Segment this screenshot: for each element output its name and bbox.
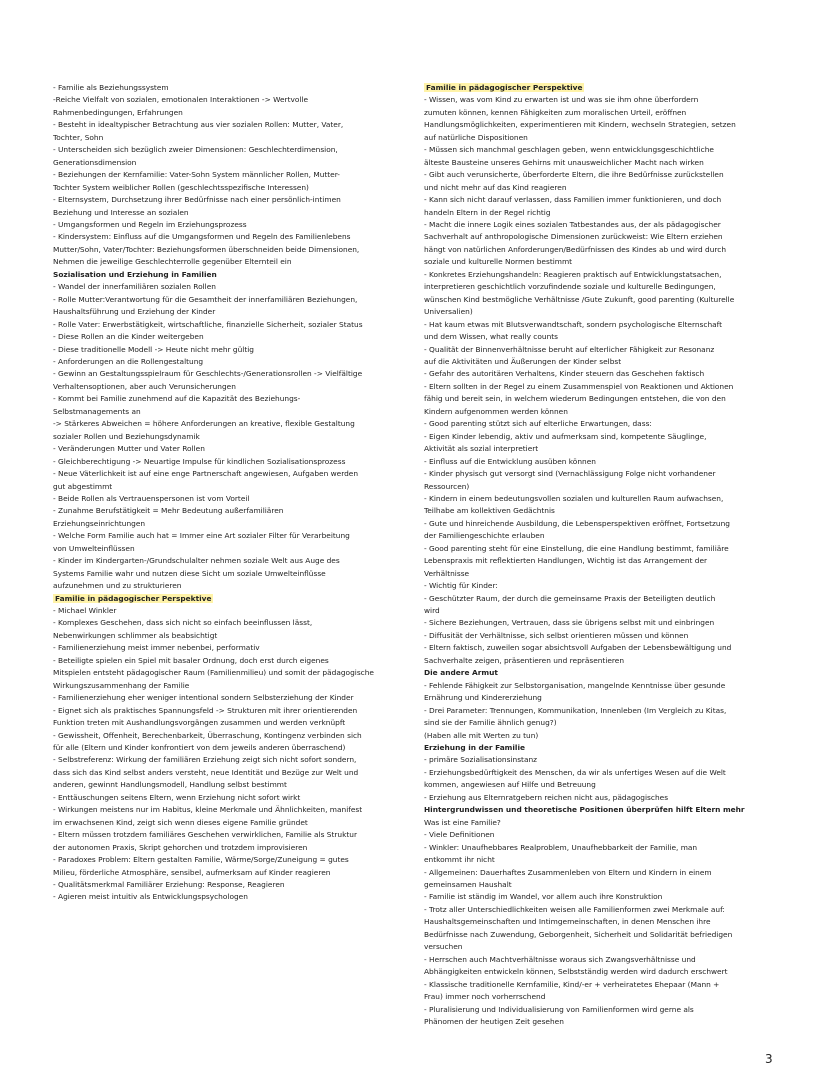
- text-line: - Diese Rollen an die Kinder weitergeben: [53, 332, 204, 342]
- text-line: - Viele Definitionen: [424, 830, 495, 840]
- text-line: - Enttäuschungen seitens Eltern, wenn Erziehung nicht sofort wirkt: [53, 792, 301, 802]
- text-line: - Umgangsformen und Regeln im Erziehungsprozess: [53, 219, 247, 229]
- text-line: - Kinder physisch gut versorgt sind (Vernachlässigung Folge nicht vorhandener: [424, 469, 716, 479]
- text-line: - Beziehungen der Kernfamilie: Vater-Sohn System männlicher Rollen, Mutter-: [53, 170, 340, 180]
- text-line: - Familienerziehung meist immer nebenbei, performativ: [53, 643, 260, 653]
- text-line: - Wirkungen meistens nur im Habitus, kleine Merkmale und Ähnlichkeiten, manifest: [53, 805, 363, 815]
- text-line: - Eltern sollten in der Regel zu einem Zusammenspiel von Reaktionen und Aktionen: [424, 381, 734, 391]
- text-line: Die andere Armut: [424, 668, 498, 678]
- text-line: Frau) immer noch vorherrschend: [424, 992, 546, 1002]
- text-line: - Qualität der Binnenverhältnisse beruht auf elterlicher Fähigkeit zur Resonanz: [424, 344, 715, 354]
- text-line: - Konkretes Erziehungshandeln: Reagieren praktisch auf Entwicklungstatsachen,: [424, 269, 722, 279]
- text-line: - Hat kaum etwas mit Blutsverwandtschaft, sondern psychologische Elternschaft: [424, 319, 723, 329]
- text-line: Systems Familie wahr und nutzen diese Sicht um soziale Umwelteinflüsse: [53, 568, 326, 578]
- text-line: der autonomen Praxis, Skript gehorchen und trotzdem improvisieren: [53, 842, 308, 852]
- text-line: der Familiengeschichte erlauben: [424, 531, 545, 541]
- text-line: - Anforderungen an die Rollengestaltung: [53, 356, 204, 366]
- text-line: - Drei Parameter: Trennungen, Kommunikation, Innenleben (Im Vergleich zu Kitas,: [424, 705, 727, 715]
- text-line: - Wichtig für Kinder:: [424, 581, 498, 591]
- text-line: Selbstmanagements an: [53, 406, 141, 416]
- text-line: - Agieren meist intuitiv als Entwicklungspsychologen: [53, 892, 248, 902]
- text-line: Abhängigkeiten entwickeln können, Selbstständig werden wird dadurch erschwert: [424, 967, 728, 977]
- text-line: älteste Bausteine unseres Gehirns mit unausweichlicher Macht nach wirken: [424, 157, 704, 167]
- text-line: - Macht die innere Logik eines sozialen Tatbestandes aus, der als pädagogischer: [424, 219, 721, 229]
- text-line: - Geschützter Raum, der durch die gemeinsame Praxis der Beteiligten deutlich: [424, 593, 716, 603]
- text-line: kommen, angewiesen auf Hilfe und Betreuung: [424, 780, 596, 790]
- text-line: - Rolle Mutter:Verantwortung für die Gesamtheit der innerfamiliären Beziehungen,: [53, 294, 358, 304]
- text-line: - Erziehungsbedürftigkeit des Menschen, da wir als unfertiges Wesen auf die Welt: [424, 767, 726, 777]
- text-line: Lebenspraxis mit reflektierten Handlungen, Wichtig ist das Arrangement der: [424, 556, 708, 566]
- text-line: Sachverhalte zeigen, präsentieren und repräsentieren: [424, 655, 625, 665]
- text-line: - Familienerziehung eher weniger intentional sondern Selbsterziehung der Kinder: [53, 693, 354, 703]
- text-line: auf natürliche Dispositionen: [424, 132, 528, 142]
- text-line: - Winkler: Unaufhebbares Realproblem, Unaufhebbarkeit der Familie, man: [424, 842, 698, 852]
- text-line: für alle (Eltern und Kinder konfrontiert von dem jeweils anderen überraschend): [53, 743, 346, 753]
- text-line: Milieu, förderliche Atmosphäre, sensibel, aufmerksam auf Kinder reagieren: [53, 867, 331, 877]
- text-line: - Eltern faktisch, zuweilen sogar absichtsvoll Aufgaben der Lebensbewältigung und: [424, 643, 732, 653]
- text-line: - Fehlende Fähigkeit zur Selbstorganisation, mangelnde Kenntnisse über gesunde: [424, 680, 726, 690]
- text-line: - Einfluss auf die Entwicklung ausüben können: [424, 456, 596, 466]
- text-line: Wirkungszusammenhang der Familie: [53, 680, 190, 690]
- text-line: - Zunahme Berufstätigkeit = Mehr Bedeutung außerfamiliären: [53, 506, 284, 516]
- text-line: aufzunehmen und zu strukturieren: [53, 581, 182, 591]
- text-line: - Beteiligte spielen ein Spiel mit basaler Ordnung, doch erst durch eigenes: [53, 655, 329, 665]
- text-line: versuchen: [424, 942, 463, 952]
- text-line: - Pluralisierung und Individualisierung von Familienformen wird gerne als: [424, 1004, 694, 1014]
- text-line: zumuten können, kennen Fähigkeiten zum moralischen Urteil, eröffnen: [424, 107, 687, 117]
- text-line: - Familie als Beziehungssystem: [53, 83, 169, 92]
- right-column: [424, 82, 770, 1028]
- text-line: sind sie der Familie ähnlich genug?): [424, 718, 557, 728]
- text-line: - primäre Sozialisationsinstanz: [424, 755, 538, 765]
- text-line: - Allgemeinen: Dauerhaftes Zusammenleben von Eltern und Kindern in einem: [424, 867, 712, 877]
- text-line: - Erziehung aus Elternratgebern reichen nicht aus, pädagogisches: [424, 792, 669, 802]
- text-line: - Eigen Kinder lebendig, aktiv und aufmerksam sind, kompetente Säuglinge,: [424, 431, 707, 441]
- text-line: - Kinder im Kindergarten-/Grundschulalter nehmen soziale Welt aus Auge des: [53, 556, 340, 566]
- text-line: Verhaltensoptionen, aber auch Verunsicherungen: [53, 381, 236, 391]
- text-line: - Klassische traditionelle Kernfamilie, Kind/-er + verheiratetes Ehepaar (Mann +: [424, 979, 720, 989]
- text-line: - Trotz aller Unterschiedlichkeiten weisen alle Familienformen zwei Merkmale auf:: [424, 904, 725, 914]
- text-line: soziale und kulturelle Normen bestimmt: [424, 257, 573, 267]
- text-line: interpretieren geschichtlich vorzufindende soziale und kulturelle Bedingungen,: [424, 282, 716, 292]
- text-line: - Diffusität der Verhältnisse, sich selbst orientieren müssen und können: [424, 630, 689, 640]
- text-line: Mutter/Sohn, Vater/Tochter: Beziehungsformen überschneiden beide Dimensionen,: [53, 244, 360, 254]
- text-line: - Familie ist ständig im Wandel, vor allem auch ihre Konstruktion: [424, 892, 663, 902]
- text-line: anderen, gewinnt Handlungsmodell, Handlung selbst bestimmt: [53, 780, 287, 790]
- text-line: - Michael Winkler: [53, 606, 117, 616]
- text-line: - Neue Väterlichkeit ist auf eine enge Partnerschaft angewiesen, Aufgaben werden: [53, 469, 359, 479]
- text-line: Was ist eine Familie?: [424, 817, 501, 827]
- text-line: (Haben alle mit Werten zu tun): [424, 730, 539, 740]
- text-line: - Beide Rollen als Vertrauenspersonen ist vom Vorteil: [53, 493, 250, 503]
- text-line: Teilhabe am kollektiven Gedächtnis: [424, 506, 555, 516]
- text-line: Tochter System weiblicher Rollen (geschlechtsspezifische Interessen): [53, 182, 309, 192]
- text-line: Ernährung und Kindererziehung: [424, 693, 542, 703]
- text-line: -Reiche Vielfalt von sozialen, emotionalen Interaktionen -> Wertvolle: [53, 95, 309, 105]
- text-line: wünschen Kind bestmögliche Verhältnisse /Gute Zukunft, good parenting (Kulturelle: [424, 294, 735, 304]
- text-line: - Müssen sich manchmal geschlagen geben, wenn entwicklungsgeschichtliche: [424, 145, 714, 155]
- text-line: und dem Wissen, what really counts: [424, 332, 559, 342]
- text-line: Bedürfnisse nach Zuwendung, Geborgenheit, Sicherheit und Solidarität befriedigen: [424, 929, 733, 939]
- text-line: - Good parenting stützt sich auf elterliche Erwartungen, dass:: [424, 419, 652, 429]
- text-line: - Komplexes Geschehen, dass sich nicht so einfach beeinflussen lässt,: [53, 618, 313, 628]
- text-line: gut abgestimmt: [53, 481, 113, 491]
- text-line: Rahmenbedingungen, Erfahrungen: [53, 107, 183, 117]
- text-line: - Gute und hinreichende Ausbildung, die Lebensperspektiven eröffnet, Fortsetzung: [424, 518, 730, 528]
- text-line: dass sich das Kind selbst anders versteht, neue Identität und Bezüge zur Welt und: [53, 767, 359, 777]
- left-column: [53, 82, 405, 904]
- text-line: sozialer Rollen und Beziehungsdynamik: [53, 431, 200, 441]
- text-line: - Welche Form Familie auch hat = Immer eine Art sozialer Filter für Verarbeitung: [53, 531, 350, 541]
- text-line: fähig und bereit sein, in welchem wiederum Bedingungen entstehen, die von den: [424, 394, 726, 404]
- text-line: - Eignet sich als praktisches Spannungsfeld -> Strukturen mit ihrer orientierenden: [53, 705, 358, 715]
- text-line: - Paradoxes Problem: Eltern gestalten Familie, Wärme/Sorge/Zuneigung = gutes: [53, 855, 349, 865]
- page-number: 3: [765, 1052, 773, 1066]
- text-line: - Elternsystem, Durchsetzung ihrer Bedürfnisse nach einer persönlich-intimen: [53, 195, 341, 205]
- text-line: Phänomen der heutigen Zeit gesehen: [424, 1016, 564, 1026]
- text-line: - Sichere Beziehungen, Vertrauen, dass sie übrigens selbst mit und einbringen: [424, 618, 715, 628]
- text-line: - Gibt auch verunsicherte, überforderte Eltern, die ihre Bedürfnisse zurückstellen: [424, 170, 724, 180]
- text-line: - Herrschen auch Machtverhältnisse woraus sich Zwangsverhältnisse und: [424, 954, 696, 964]
- text-line: Sachverhalt auf anthropologische Dimensionen zurückweist: Wie Eltern erziehen: [424, 232, 723, 242]
- text-line: Mitspielen entsteht pädagogischer Raum (Familienmilieu) und somit der pädagogische: [53, 668, 374, 678]
- text-line: Nehmen die jeweilige Geschlechterrolle gegenüber Elternteil ein: [53, 257, 292, 267]
- text-line: Erziehungseinrichtungen: [53, 518, 146, 528]
- text-line: Haushaltsführung und Erziehung der Kinder: [53, 307, 216, 317]
- text-line: gemeinsamen Haushalt: [424, 880, 512, 889]
- text-line: im erwachsenen Kind, zeigt sich wenn dieses eigene Familie gründet: [53, 817, 308, 827]
- text-line: wird: [424, 606, 440, 616]
- text-line: Ressourcen): [424, 481, 470, 491]
- text-line: hängt von natürlichen Anforderungen/Bedürfnissen des Kindes ab und wird durch: [424, 244, 726, 254]
- text-line: und nicht mehr auf das Kind reagieren: [424, 182, 567, 192]
- text-line: - Good parenting steht für eine Einstellung, die eine Handlung bestimmt, familiäre: [424, 543, 729, 553]
- text-line: Tochter, Sohn: [53, 132, 104, 142]
- text-line: Nebenwirkungen schlimmer als beabsichtigt: [53, 630, 218, 640]
- text-line: handeln Eltern in der Regel richtig: [424, 207, 551, 217]
- text-line: Aktivität als sozial interpretiert: [424, 444, 539, 454]
- text-line: - Wissen, was vom Kind zu erwarten ist und was sie ihm ohne überfordern: [424, 95, 699, 105]
- text-line: Handlungsmöglichkeiten, experimentieren mit Kindern, wechseln Strategien, setzen: [424, 120, 736, 130]
- section-heading: Familie in pädagogischer Perspektive: [55, 593, 212, 603]
- text-line: von Umwelteinflüssen: [53, 543, 135, 553]
- text-line: Generationsdimension: [53, 157, 137, 167]
- text-line: - Rolle Vater: Erwerbstätigkeit, wirtschaftliche, finanzielle Sicherheit, sozialer Status: [53, 319, 363, 329]
- text-line: - Besteht in idealtypischer Betrachtung aus vier sozialen Rollen: Mutter, Vater,: [53, 120, 344, 130]
- text-line: - Kann sich nicht darauf verlassen, dass Familien immer funktionieren, und doch: [424, 195, 722, 205]
- text-line: - Diese traditionelle Modell -> Heute nicht mehr gültig: [53, 344, 254, 354]
- text-line: Kindern aufgenommen werden können: [424, 406, 568, 416]
- text-line: -> Stärkeres Abweichen = höhere Anforderungen an kreative, flexible Gestaltung: [53, 419, 355, 429]
- text-line: - Eltern müssen trotzdem familiäres Geschehen verwirklichen, Familie als Struktur: [53, 830, 357, 840]
- text-line: - Gewinn an Gestaltungsspielraum für Geschlechts-/Generationsrollen -> Vielfältige: [53, 369, 363, 379]
- text-line: Erziehung in der Familie: [424, 743, 525, 753]
- text-line: - Gewissheit, Offenheit, Berechenbarkeit, Überraschung, Kontingenz verbinden sich: [53, 730, 362, 740]
- text-line: - Gefahr des autoritären Verhaltens, Kinder steuern das Geschehen faktisch: [424, 369, 705, 379]
- text-line: - Kindern in einem bedeutungsvollen sozialen und kulturellen Raum aufwachsen,: [424, 493, 724, 503]
- text-line: Beziehung und Interesse an sozialen: [53, 207, 189, 217]
- text-line: - Qualitätsmerkmal Familiärer Erziehung: Response, Reagieren: [53, 880, 285, 889]
- text-line: Verhältnisse: [424, 568, 470, 578]
- text-line: Universalien): [424, 307, 473, 317]
- text-line: - Gleichberechtigung -> Neuartige Impulse für kindlichen Sozialisationsprozess: [53, 456, 346, 466]
- text-line: Hintergrundwissen und theoretische Positionen überprüfen hilft Eltern mehr: [424, 805, 745, 815]
- text-line: Haushaltsgemeinschaften und Intimgemeinschaften, in denen Menschen ihre: [424, 917, 711, 927]
- text-line: - Veränderungen Mutter und Vater Rollen: [53, 444, 205, 454]
- text-line: Funktion treten mit Aushandlungsvorgängen zusammen und werden verknüpft: [53, 718, 346, 728]
- text-line: auf die Aktivitäten und Äußerungen der Kinder selbst: [424, 356, 622, 366]
- text-line: - Wandel der innerfamiliären sozialen Rollen: [53, 282, 216, 292]
- text-line: entkommt ihr nicht: [424, 855, 495, 865]
- text-line: - Kindersystem: Einfluss auf die Umgangsformen und Regeln des Familienlebens: [53, 232, 351, 242]
- section-heading: Familie in pädagogischer Perspektive: [426, 83, 583, 92]
- text-line: Sozialisation und Erziehung in Familien: [53, 269, 217, 279]
- text-line: [53, 593, 405, 605]
- text-line: - Kommt bei Familie zunehmend auf die Kapazität des Beziehungs-: [53, 394, 301, 404]
- text-line: - Unterscheiden sich bezüglich zweier Dimensionen: Geschlechterdimension,: [53, 145, 338, 155]
- text-line: [424, 82, 770, 94]
- text-line: - Selbstreferenz: Wirkung der familiären Erziehung zeigt sich nicht sofort sondern,: [53, 755, 357, 765]
